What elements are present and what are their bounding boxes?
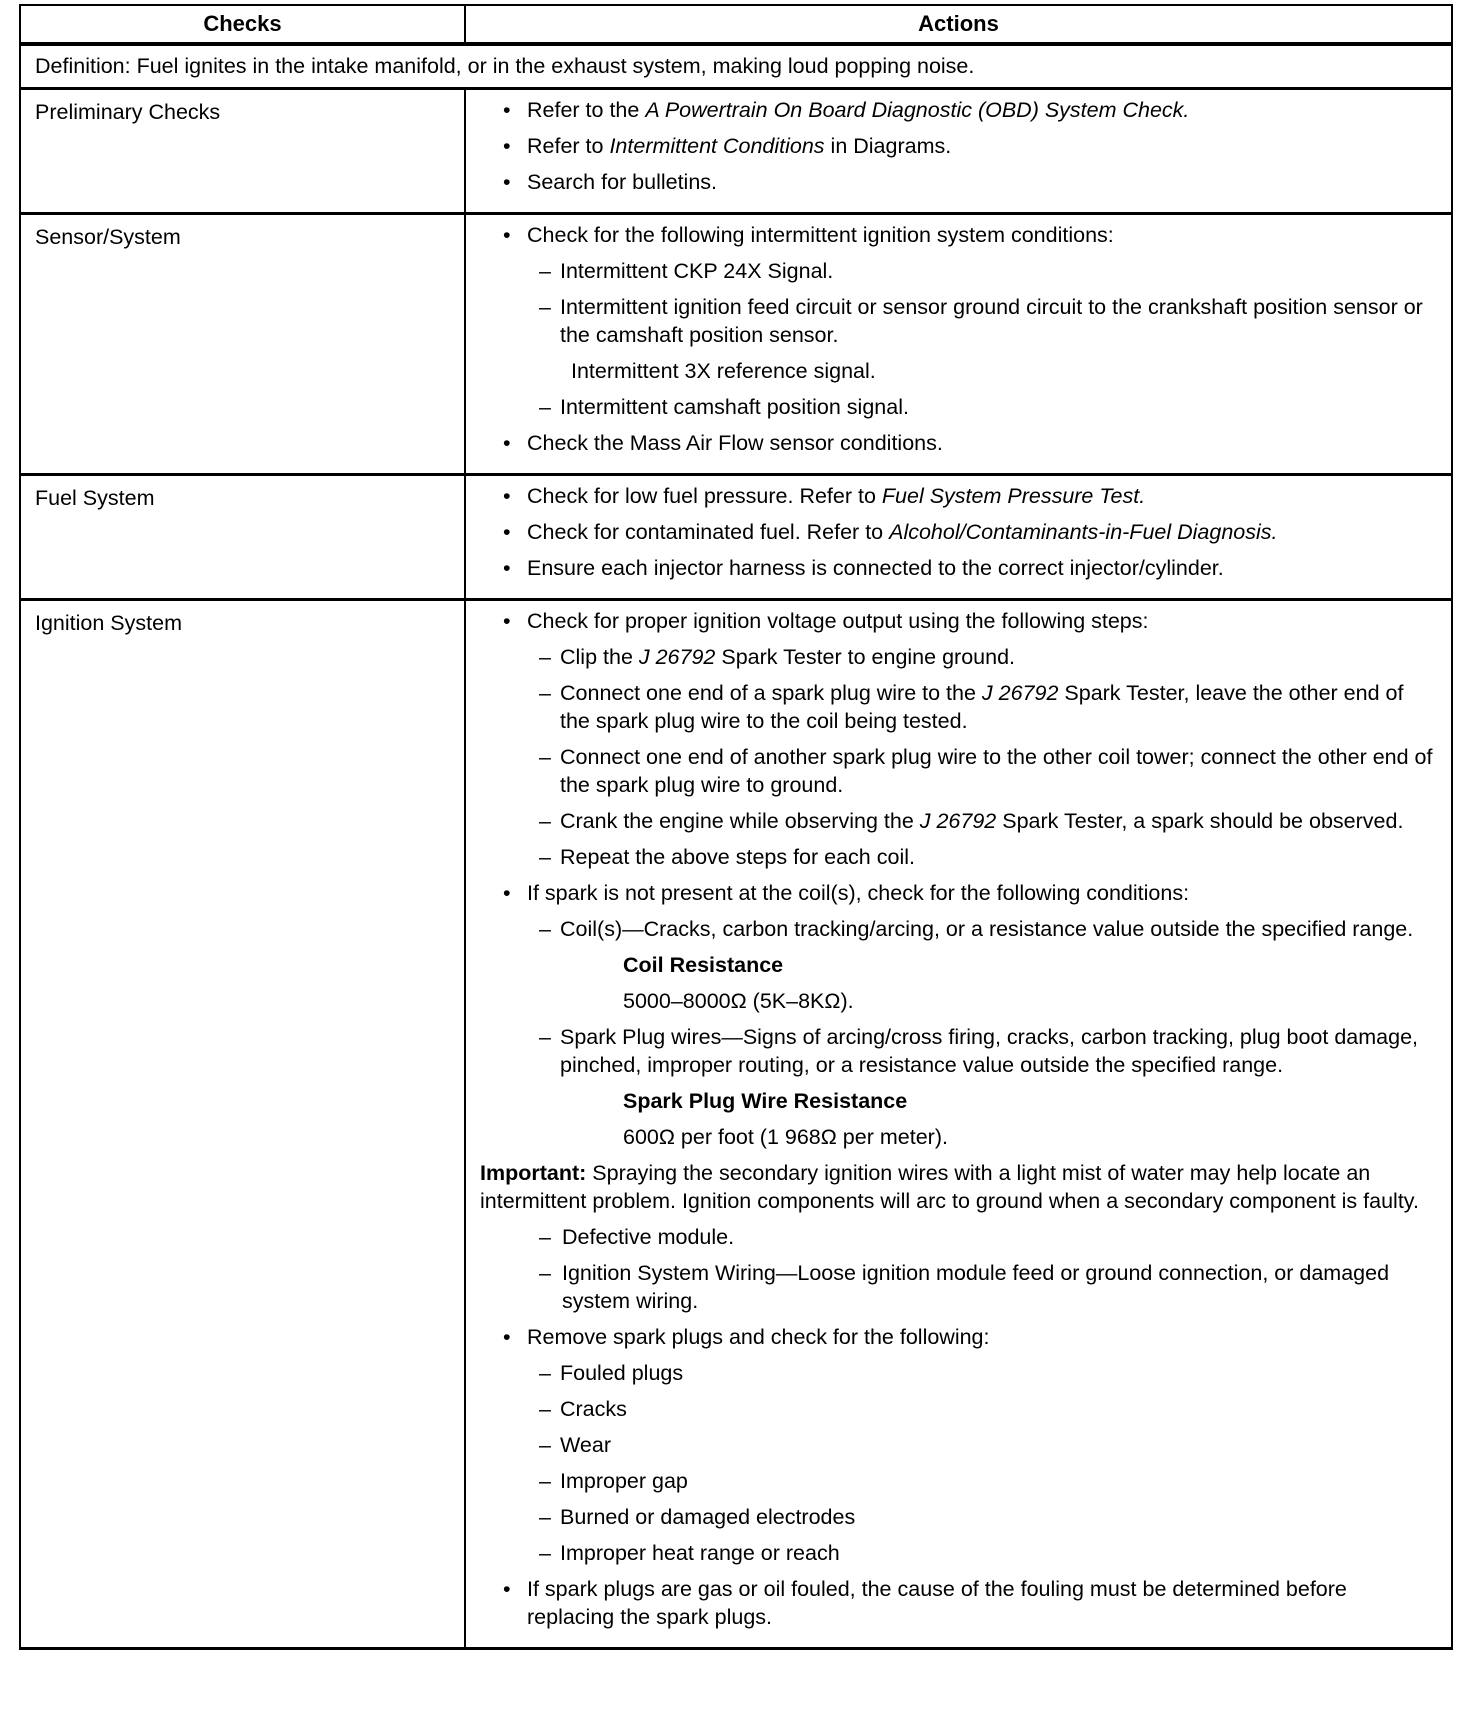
dash-icon: – bbox=[539, 745, 551, 769]
bullet-icon: • bbox=[503, 609, 511, 633]
bullet-item bbox=[466, 96, 1433, 124]
actions-cell bbox=[465, 89, 1452, 214]
text: Burned or damaged electrodes bbox=[560, 1505, 856, 1529]
reference-text: Intermittent Conditions bbox=[609, 134, 825, 158]
sub-item bbox=[466, 915, 1433, 943]
dash-icon: – bbox=[539, 1433, 551, 1457]
sub-item bbox=[466, 1359, 1433, 1387]
sub-item bbox=[466, 843, 1433, 871]
bullet-item bbox=[466, 429, 1433, 457]
list-item bbox=[466, 357, 1433, 385]
dash-icon: – bbox=[539, 295, 551, 319]
text: Spraying the secondary ignition wires with a light mist of water may help locate an intermittent problem. Ignition components will arc to ground when a secondary component is faulty. bbox=[480, 1161, 1419, 1213]
bullet-icon: • bbox=[503, 556, 511, 580]
spec-value bbox=[466, 1123, 1433, 1151]
checks-header: Checks bbox=[20, 5, 465, 44]
text: Ensure each injector harness is connected to the correct injector/cylinder. bbox=[527, 556, 1224, 580]
text: Check for contaminated fuel. Refer to bbox=[527, 520, 890, 544]
sub-item bbox=[466, 293, 1433, 349]
text: Crank the engine while observing the bbox=[560, 809, 920, 833]
actions-cell bbox=[465, 600, 1452, 1649]
text: Refer to the bbox=[527, 98, 646, 122]
dash-icon: – bbox=[539, 809, 551, 833]
sub-item bbox=[466, 1503, 1433, 1531]
bullet-icon: • bbox=[503, 170, 511, 194]
text: in Diagrams. bbox=[824, 134, 952, 158]
sub-item bbox=[466, 643, 1433, 671]
dash-icon: – bbox=[539, 1397, 551, 1421]
bullet-item bbox=[466, 879, 1433, 907]
sub-item bbox=[466, 1539, 1433, 1567]
spec-heading bbox=[466, 1087, 1433, 1115]
sub-item bbox=[466, 257, 1433, 285]
actions-cell bbox=[465, 214, 1452, 475]
dash-icon: – bbox=[539, 845, 551, 869]
definition-text: Definition: Fuel ignites in the intake manifold, or in the exhaust system, making loud popping noise. bbox=[20, 44, 1452, 89]
sub-item bbox=[466, 743, 1433, 799]
dash-icon: – bbox=[539, 1025, 551, 1049]
bullet-item bbox=[466, 1323, 1433, 1351]
text: Refer to bbox=[527, 134, 610, 158]
reference-text: Fuel System Pressure Test. bbox=[881, 484, 1146, 508]
text: Search for bulletins. bbox=[527, 170, 718, 194]
dash-icon: – bbox=[539, 259, 551, 283]
text: Wear bbox=[560, 1433, 611, 1457]
dash-icon: – bbox=[539, 917, 551, 941]
table-row bbox=[20, 214, 1452, 475]
dash-icon: – bbox=[539, 1225, 551, 1249]
text: Intermittent ignition feed circuit or sensor ground circuit to the crankshaft position sensor or the camshaft position sensor. bbox=[560, 295, 1423, 347]
text: Check for low fuel pressure. Refer to bbox=[527, 484, 882, 508]
text: Improper heat range or reach bbox=[560, 1541, 840, 1565]
dash-icon: – bbox=[539, 645, 551, 669]
bullet-item bbox=[466, 221, 1433, 249]
spec-value bbox=[466, 987, 1433, 1015]
text: Spark Plug wires—Signs of arcing/cross firing, cracks, carbon tracking, plug boot damage, pinched, improper routing, or a resistance value outside the specified range. bbox=[560, 1025, 1419, 1077]
bullet-icon: • bbox=[503, 134, 511, 158]
check-label: Sensor/System bbox=[20, 214, 465, 475]
check-label: Preliminary Checks bbox=[20, 89, 465, 214]
dash-icon: – bbox=[539, 395, 551, 419]
sub-item bbox=[466, 1223, 1433, 1251]
text: Spark Tester to engine ground. bbox=[715, 645, 1015, 669]
bullet-item bbox=[466, 1575, 1433, 1631]
dash-icon: – bbox=[539, 681, 551, 705]
text: If spark plugs are gas or oil fouled, the cause of the fouling must be determined before replacing the spark plugs. bbox=[527, 1577, 1347, 1629]
sub-item bbox=[466, 1431, 1433, 1459]
text: Improper gap bbox=[560, 1469, 688, 1493]
sub-item bbox=[466, 679, 1433, 735]
check-label: Fuel System bbox=[20, 475, 465, 600]
dash-icon: – bbox=[539, 1541, 551, 1565]
text: Spark Tester, a spark should be observed. bbox=[996, 809, 1404, 833]
text: Ignition System Wiring—Loose ignition module feed or ground connection, or damaged system wiring. bbox=[562, 1261, 1390, 1313]
sub-item bbox=[466, 1023, 1433, 1079]
bullet-icon: • bbox=[503, 98, 511, 122]
text: Connect one end of a spark plug wire to the bbox=[560, 681, 982, 705]
important-note bbox=[466, 1159, 1433, 1215]
reference-text: J 26792 bbox=[981, 681, 1059, 705]
text: Remove spark plugs and check for the following: bbox=[527, 1325, 990, 1349]
reference-text: J 26792 bbox=[919, 809, 997, 833]
reference-text: J 26792 bbox=[638, 645, 716, 669]
bullet-icon: • bbox=[503, 881, 511, 905]
diagnostic-table bbox=[19, 4, 1453, 1650]
check-label: Ignition System bbox=[20, 600, 465, 1649]
sub-item bbox=[466, 1259, 1433, 1315]
dash-icon: – bbox=[539, 1261, 551, 1285]
text: Check for the following intermittent ignition system conditions: bbox=[527, 223, 1114, 247]
table-row bbox=[20, 89, 1452, 214]
bullet-icon: • bbox=[503, 520, 511, 544]
reference-text: A Powertrain On Board Diagnostic (OBD) System Check. bbox=[645, 98, 1190, 122]
bullet-item bbox=[466, 554, 1433, 582]
bullet-item bbox=[466, 168, 1433, 196]
dash-icon: – bbox=[539, 1469, 551, 1493]
text: Check the Mass Air Flow sensor conditions. bbox=[527, 431, 943, 455]
bullet-icon: • bbox=[503, 1325, 511, 1349]
spec-heading bbox=[466, 951, 1433, 979]
bullet-icon: • bbox=[503, 1577, 511, 1601]
bullet-item bbox=[466, 518, 1433, 546]
text: 5000–8000Ω (5K–8KΩ). bbox=[623, 989, 854, 1013]
text: If spark is not present at the coil(s), check for the following conditions: bbox=[527, 881, 1190, 905]
text: 600Ω per foot (1 968Ω per meter). bbox=[623, 1125, 948, 1149]
bullet-icon: • bbox=[503, 484, 511, 508]
text: Coil Resistance bbox=[623, 953, 784, 977]
reference-text: Alcohol/Contaminants-in-Fuel Diagnosis. bbox=[889, 520, 1278, 544]
definition-row bbox=[20, 44, 1452, 89]
text: Spark Plug Wire Resistance bbox=[623, 1089, 908, 1113]
text: Clip the bbox=[560, 645, 639, 669]
bullet-item bbox=[466, 482, 1433, 510]
text: Defective module. bbox=[562, 1225, 735, 1249]
text: Intermittent camshaft position signal. bbox=[560, 395, 909, 419]
bullet-item bbox=[466, 132, 1433, 160]
table-row bbox=[20, 600, 1452, 1649]
important-label: Important: bbox=[480, 1161, 587, 1185]
dash-icon: – bbox=[539, 1361, 551, 1385]
bullet-item bbox=[466, 607, 1433, 635]
text: Fouled plugs bbox=[560, 1361, 684, 1385]
dash-icon: – bbox=[539, 1505, 551, 1529]
sub-item bbox=[466, 1467, 1433, 1495]
text: Connect one end of another spark plug wire to the other coil tower; connect the other end of the spark plug wire to ground. bbox=[560, 745, 1433, 797]
text: Check for proper ignition voltage output using the following steps: bbox=[527, 609, 1149, 633]
bullet-icon: • bbox=[503, 431, 511, 455]
header-row bbox=[20, 5, 1452, 44]
sub-item bbox=[466, 807, 1433, 835]
text: Intermittent 3X reference signal. bbox=[571, 359, 876, 383]
bullet-icon: • bbox=[503, 223, 511, 247]
text: Intermittent CKP 24X Signal. bbox=[560, 259, 834, 283]
actions-cell bbox=[465, 475, 1452, 600]
sub-item bbox=[466, 393, 1433, 421]
text: Repeat the above steps for each coil. bbox=[560, 845, 915, 869]
table-row bbox=[20, 475, 1452, 600]
actions-header: Actions bbox=[465, 5, 1452, 44]
text: Spark Tester, leave the other end of the spark plug wire to the coil being tested. bbox=[560, 681, 1404, 733]
sub-item bbox=[466, 1395, 1433, 1423]
text: Cracks bbox=[560, 1397, 627, 1421]
text: Coil(s)—Cracks, carbon tracking/arcing, or a resistance value outside the specified range. bbox=[560, 917, 1414, 941]
